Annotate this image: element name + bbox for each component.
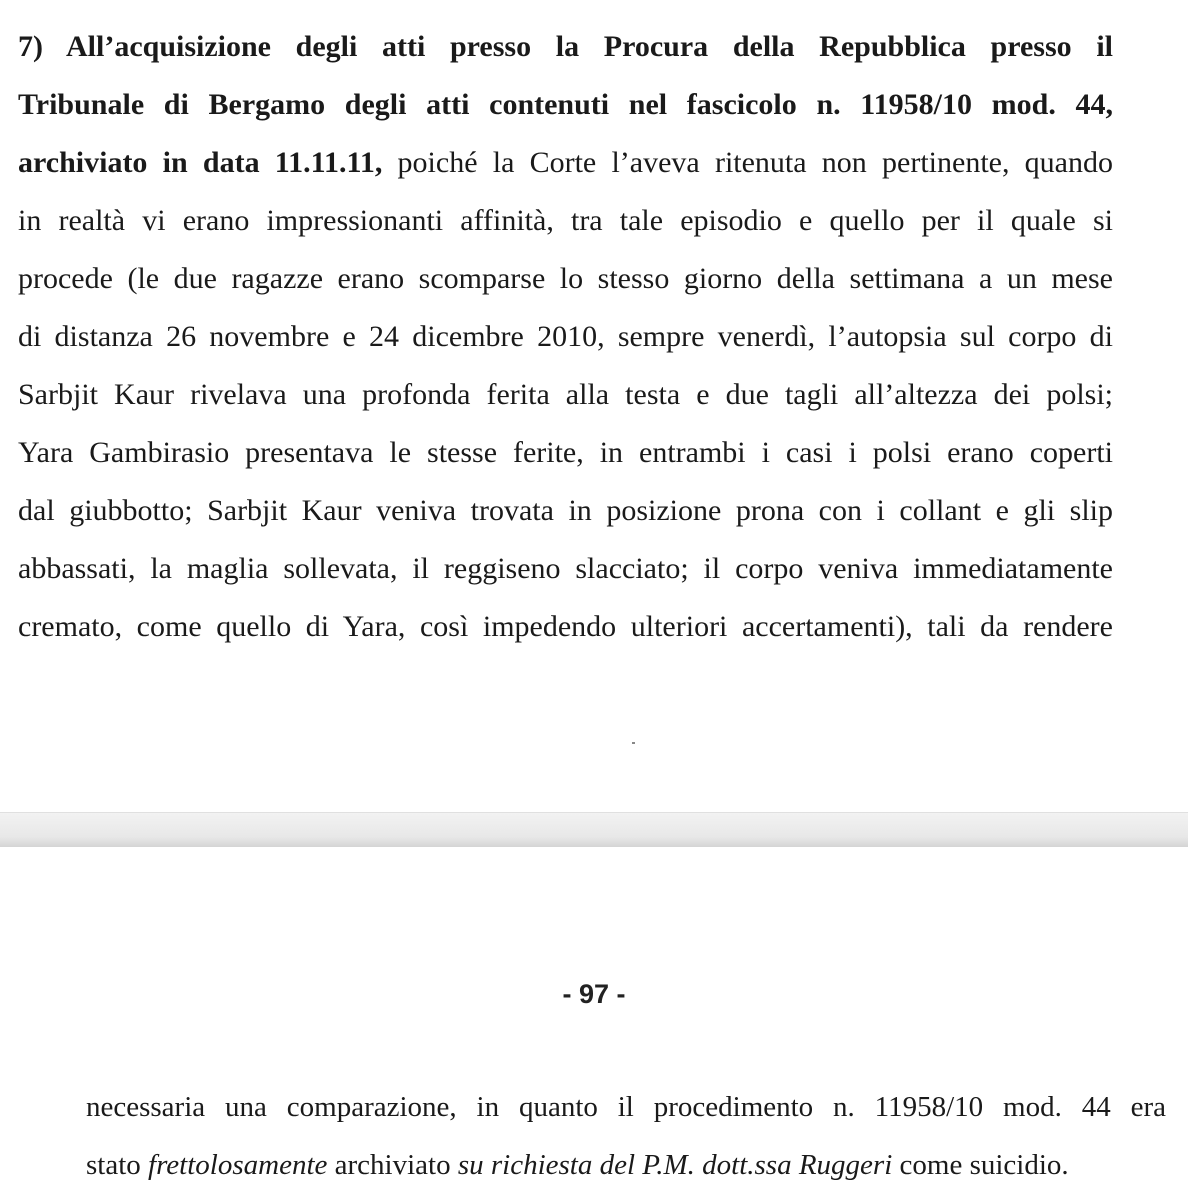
text-line (86, 1136, 1166, 1194)
body-text: abbassati, la maglia sollevata, il reggiseno slacciato; il corpo veniva immediatamente (18, 552, 1113, 585)
text-line (18, 134, 1113, 192)
stray-mark (632, 742, 635, 744)
text-line (18, 76, 1113, 134)
text-line (18, 366, 1113, 424)
italic-text: su richiesta del P.M. dott.ssa Ruggeri (457, 1149, 893, 1181)
italic-text: frettolosamente (148, 1149, 328, 1181)
page-separator (0, 812, 1188, 848)
text-line (18, 308, 1113, 366)
text-line (18, 424, 1113, 482)
body-text: di distanza 26 novembre e 24 dicembre 2010, sempre venerdì, l’autopsia sul corpo di (18, 320, 1113, 353)
paragraph-continuation (86, 1078, 1166, 1194)
paragraph-7 (18, 18, 1113, 656)
bold-text: Tribunale di Bergamo degli atti contenuti nel fascicolo n. 11958/10 mod. 44, (18, 88, 1113, 121)
body-text: poiché la Corte l’aveva ritenuta non pertinente, quando (382, 146, 1113, 179)
page-number: - 97 - (562, 979, 626, 1009)
body-text: archiviato (327, 1149, 458, 1181)
body-text: procede (le due ragazze erano scomparse lo stesso giorno della settimana a un mese (18, 262, 1113, 295)
text-line: necessaria una comparazione, in quanto il procedimento n. 11958/10 mod. 44 era (86, 1091, 1166, 1123)
body-text: Sarbjit Kaur rivelava una profonda ferita alla testa e due tagli all’altezza dei polsi; (18, 378, 1113, 411)
text-line (18, 540, 1113, 598)
body-text: Yara Gambirasio presentava le stesse ferite, in entrambi i casi i polsi erano coperti (18, 436, 1113, 469)
bold-text: 7) All’acquisizione degli atti presso la Procura della Repubblica presso il (18, 30, 1113, 63)
body-text: stato (86, 1149, 149, 1181)
text-line (18, 250, 1113, 308)
body-text: come suicidio. (892, 1149, 1069, 1181)
body-text: dal giubbotto; Sarbjit Kaur veniva trovata in posizione prona con i collant e gli slip (18, 494, 1113, 527)
body-text: in realtà vi erano impressionanti affinità, tra tale episodio e quello per il quale si (18, 204, 1113, 237)
text-line (18, 482, 1113, 540)
text-line (18, 192, 1113, 250)
body-text: cremato, come quello di Yara, così impedendo ulteriori accertamenti), tali da rendere (18, 610, 1113, 643)
bold-text: archiviato in data 11.11.11, (18, 146, 383, 179)
text-line (18, 18, 1113, 76)
text-line (18, 598, 1113, 656)
